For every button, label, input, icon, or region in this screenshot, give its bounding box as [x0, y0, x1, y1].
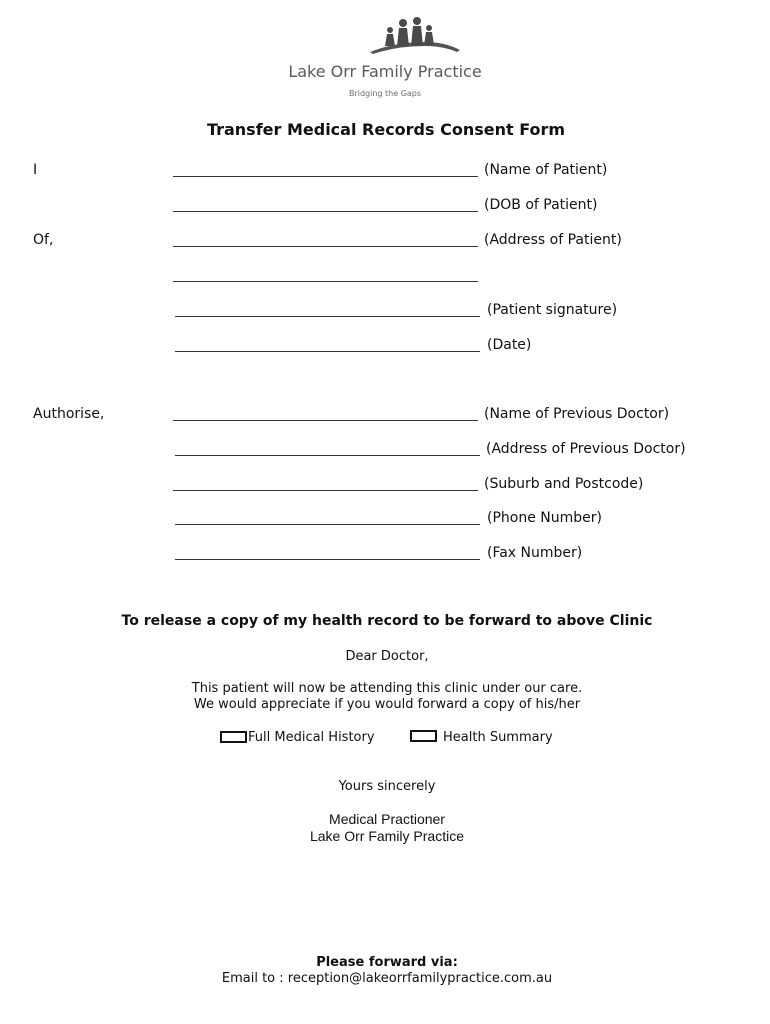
patient-name-field[interactable]	[173, 176, 478, 177]
practice-name: Lake Orr Family Practice	[288, 62, 482, 81]
label-i: I	[33, 162, 38, 178]
patient-signature-hint: (Patient signature)	[487, 302, 618, 318]
signatory-practice: Lake Orr Family Practice	[309, 828, 465, 844]
phone-number-hint: (Phone Number)	[487, 510, 602, 526]
health-summary-checkbox[interactable]	[410, 730, 437, 742]
form-title: Transfer Medical Records Consent Form	[206, 120, 566, 139]
previous-doctor-name-hint: (Name of Previous Doctor)	[484, 406, 670, 422]
family-logo-icon	[365, 12, 465, 60]
fax-number-hint: (Fax Number)	[487, 545, 583, 561]
label-of: Of,	[33, 232, 54, 248]
date-field[interactable]	[175, 351, 480, 352]
previous-doctor-address-field[interactable]	[175, 455, 480, 456]
letter-body-line-2: We would appreciate if you would forward a copy of his/her	[193, 697, 581, 712]
patient-name-hint: (Name of Patient)	[484, 162, 608, 178]
full-medical-history-checkbox[interactable]	[220, 731, 247, 743]
fax-number-field[interactable]	[175, 559, 480, 560]
patient-address-field-2[interactable]	[173, 281, 478, 282]
date-hint: (Date)	[487, 337, 532, 353]
label-authorise: Authorise,	[33, 406, 105, 422]
previous-doctor-address-hint: (Address of Previous Doctor)	[486, 441, 686, 457]
patient-signature-field[interactable]	[175, 316, 480, 317]
previous-doctor-name-field[interactable]	[173, 420, 478, 421]
suburb-postcode-hint: (Suburb and Postcode)	[484, 476, 644, 492]
patient-dob-field[interactable]	[173, 211, 478, 212]
practice-tagline: Bridging the Gaps	[348, 89, 422, 98]
forward-heading: Please forward via:	[316, 955, 458, 970]
patient-address-hint: (Address of Patient)	[484, 232, 622, 248]
suburb-postcode-field[interactable]	[173, 490, 478, 491]
release-heading: To release a copy of my health record to be forward to above Clinic	[121, 613, 653, 629]
letter-body-line-1: This patient will now be attending this clinic under our care.	[191, 681, 583, 696]
closing: Yours sincerely	[338, 779, 436, 794]
full-medical-history-label: Full Medical History	[248, 730, 375, 745]
phone-number-field[interactable]	[175, 524, 480, 525]
patient-address-field[interactable]	[173, 246, 478, 247]
health-summary-label: Health Summary	[443, 730, 553, 745]
signatory-title: Medical Practioner	[329, 811, 445, 827]
email-line: Email to : reception@lakeorrfamilypractice.com.au	[221, 971, 553, 986]
patient-dob-hint: (DOB of Patient)	[484, 197, 598, 213]
salutation: Dear Doctor,	[345, 649, 429, 664]
